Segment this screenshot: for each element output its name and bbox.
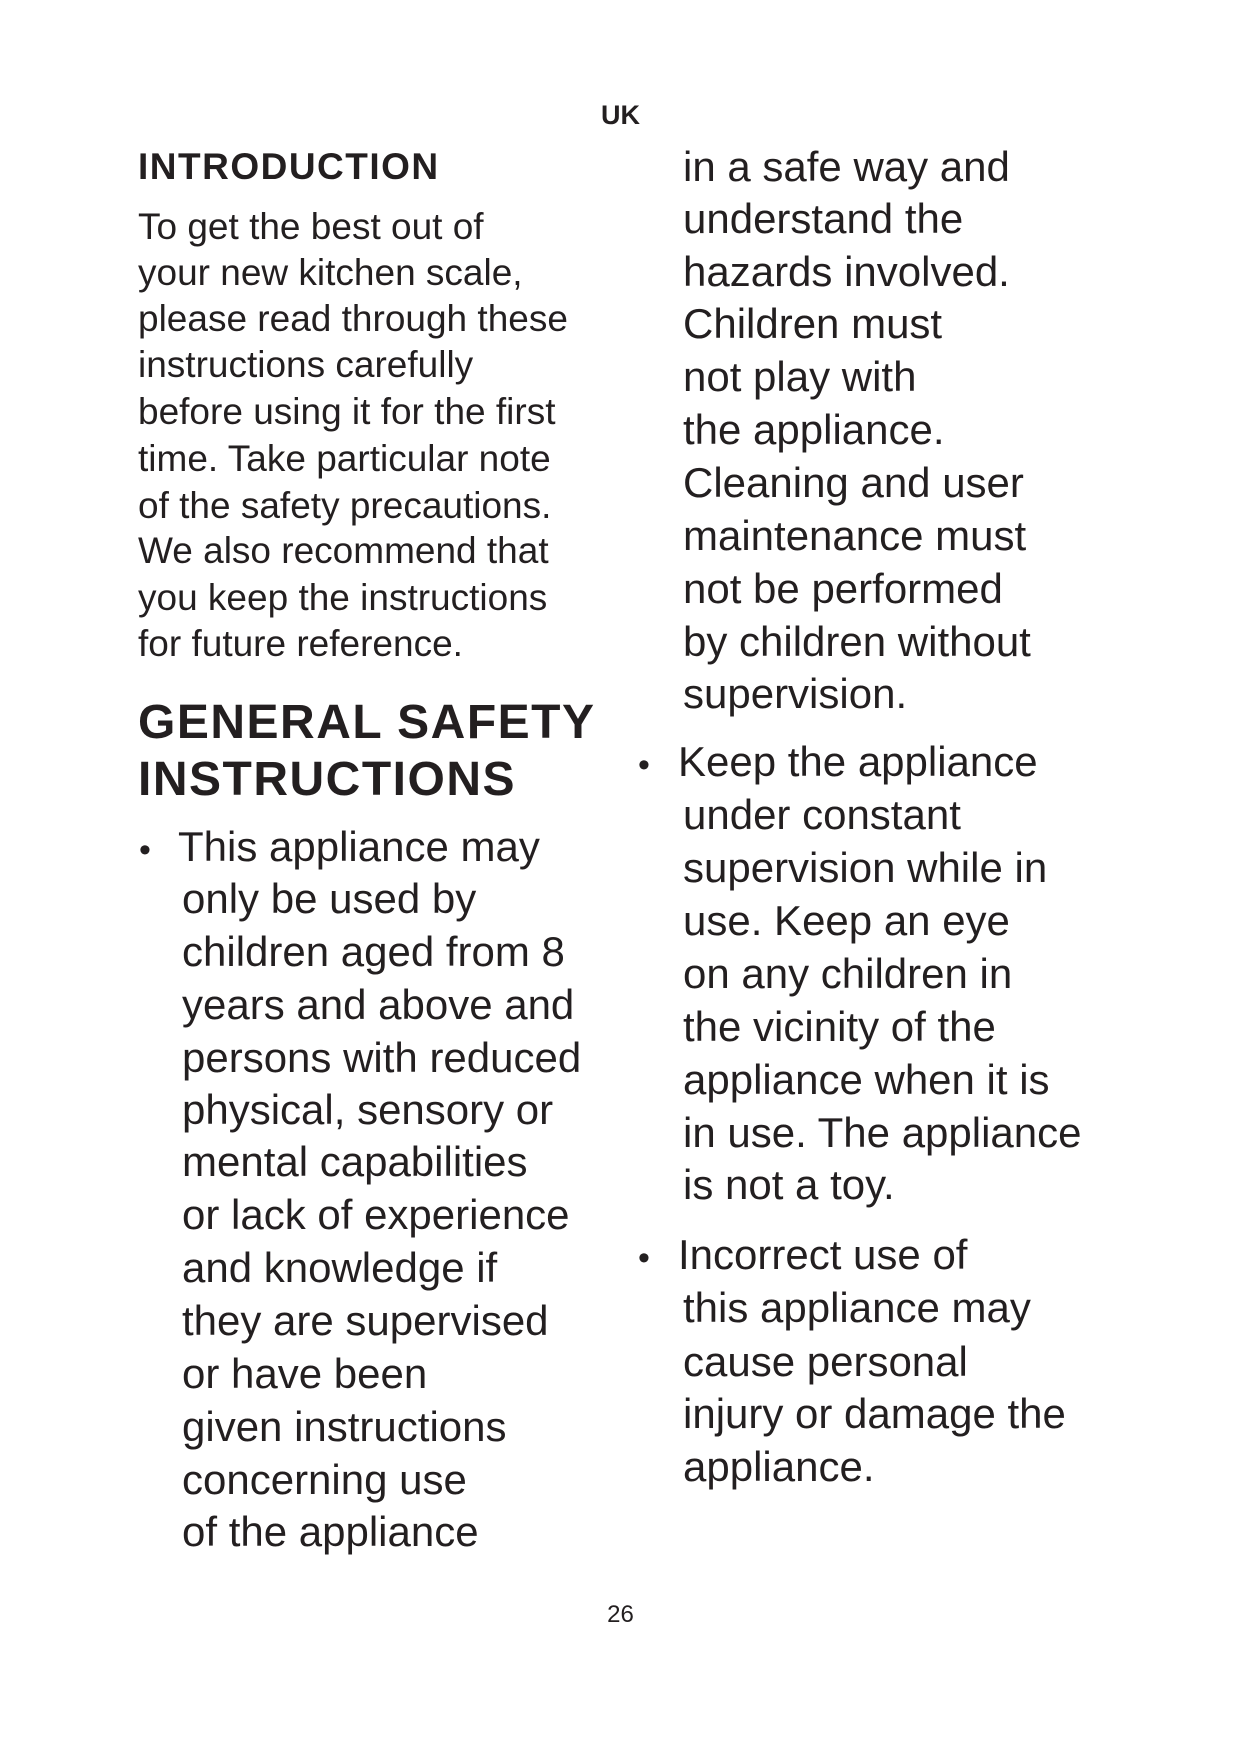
bullet-1-line: years and above and [182, 981, 575, 1028]
bullet-2-line: supervision while in [683, 844, 1048, 891]
bullet-1-continued-line: Children must [683, 300, 943, 347]
bullet-2-line: on any children in [683, 950, 1013, 997]
bullet-2-line: the vicinity of the [683, 1003, 996, 1050]
bullet-1-continued-line: in a safe way and [683, 143, 1010, 190]
bullet-1-line: given instructions [182, 1403, 507, 1450]
bullet-marker: • [638, 746, 650, 784]
bullet-1-line: or have been [182, 1350, 428, 1397]
bullet-marker: • [638, 1239, 650, 1277]
bullet-1-line: they are supervised [182, 1297, 549, 1344]
bullet-1-line: or lack of experience [182, 1191, 570, 1238]
intro-text-line: of the safety precautions. [138, 485, 552, 526]
page-number: 26 [607, 1601, 634, 1628]
bullet-1-continued-line: not play with [683, 353, 917, 400]
bullet-1-continued-line: Cleaning and user [683, 459, 1024, 506]
bullet-1-continued-line: maintenance must [683, 512, 1027, 559]
intro-text-line: your new kitchen scale, [138, 252, 523, 293]
intro-text-line: time. Take particular note [138, 438, 551, 479]
intro-text-line: please read through these [138, 298, 568, 339]
bullet-1-continued-line: not be performed [683, 565, 1003, 612]
bullet-1-continued-line: hazards involved. [683, 248, 1010, 295]
intro-text-line: for future reference. [138, 623, 463, 664]
introduction-heading: INTRODUCTION [138, 146, 440, 187]
bullet-2-line: under constant [683, 791, 961, 838]
intro-text-line: instructions carefully [138, 344, 474, 385]
safety-heading-line-2: INSTRUCTIONS [138, 753, 516, 806]
bullet-1-continued-line: understand the [683, 195, 964, 242]
bullet-3-line: this appliance may [683, 1284, 1031, 1331]
bullet-2-line: is not a toy. [683, 1161, 895, 1208]
bullet-1-line: only be used by [182, 875, 477, 922]
bullet-1-line: of the appliance [182, 1508, 479, 1555]
bullet-1-line: physical, sensory or [182, 1086, 554, 1133]
intro-text-line: you keep the instructions [138, 577, 548, 618]
bullet-1-line: and knowledge if [182, 1244, 498, 1291]
intro-text-line: We also recommend that [138, 530, 549, 571]
intro-text-line: To get the best out of [138, 206, 484, 247]
bullet-3-line: injury or damage the [683, 1390, 1066, 1437]
bullet-3-line: cause personal [683, 1338, 968, 1385]
bullet-3-line: Incorrect use of [678, 1231, 968, 1278]
intro-text-line: before using it for the first [138, 391, 556, 432]
bullet-1-line: This appliance may [178, 823, 540, 870]
bullet-1-line: mental capabilities [182, 1138, 528, 1185]
bullet-2-line: appliance when it is [683, 1056, 1050, 1103]
bullet-2-line: in use. The appliance [683, 1109, 1082, 1156]
bullet-3-line: appliance. [683, 1443, 875, 1490]
bullet-1-line: persons with reduced [182, 1034, 582, 1081]
bullet-2-line: use. Keep an eye [683, 897, 1010, 944]
safety-heading-line-1: GENERAL SAFETY [138, 696, 596, 749]
bullet-1-continued-line: the appliance. [683, 406, 945, 453]
bullet-1-line: children aged from 8 [182, 928, 565, 975]
bullet-1-line: concerning use [182, 1456, 467, 1503]
bullet-1-continued-line: supervision. [683, 670, 908, 717]
bullet-marker: • [139, 831, 151, 869]
bullet-2-line: Keep the appliance [678, 738, 1038, 785]
language-code: UK [601, 100, 640, 130]
bullet-1-continued-line: by children without [683, 618, 1031, 665]
